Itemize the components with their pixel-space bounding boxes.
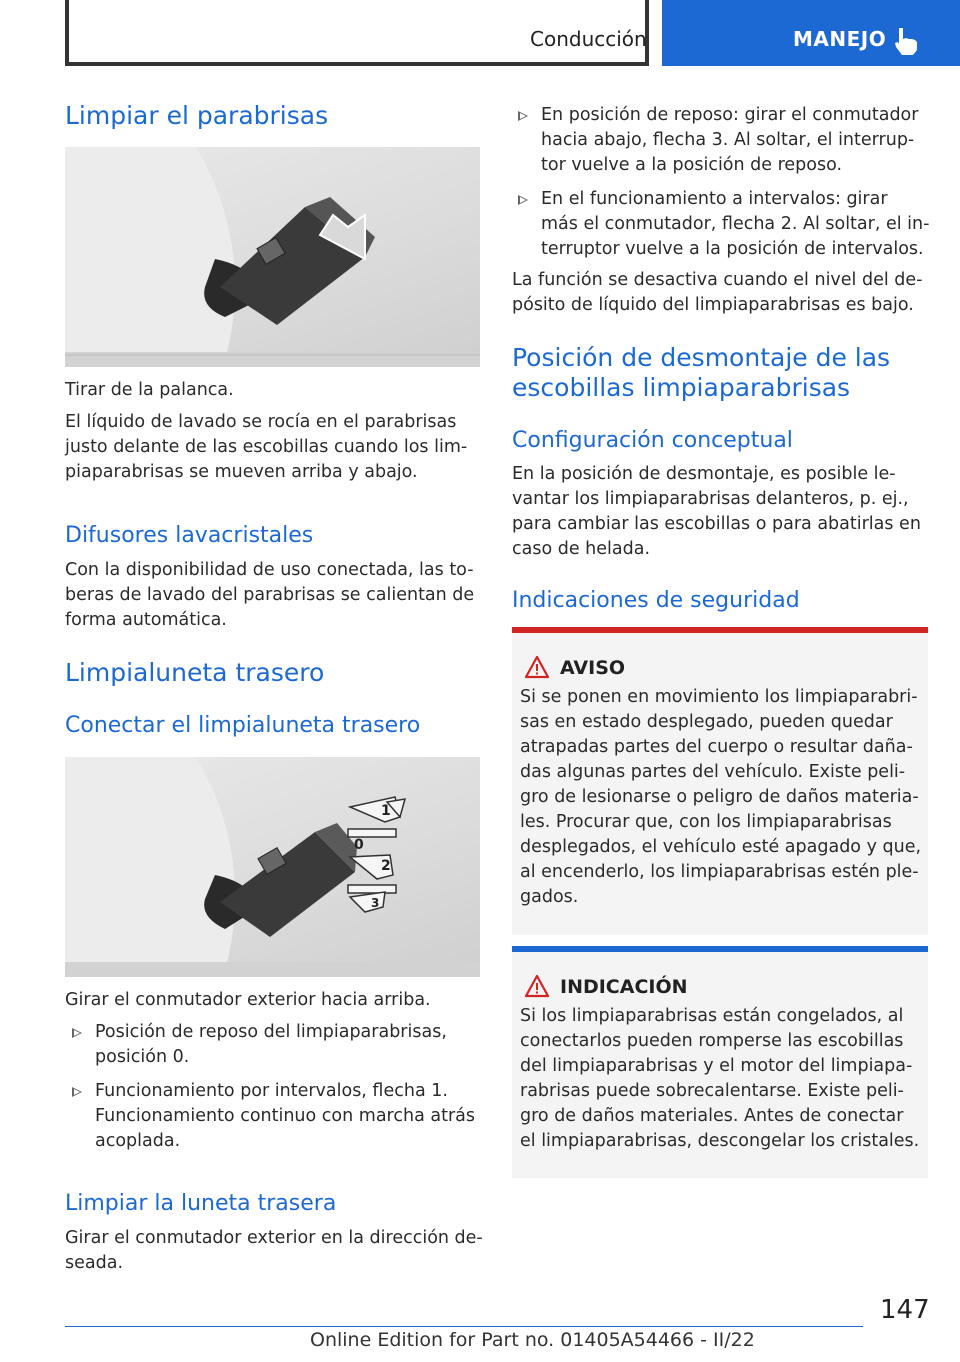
fig-label-1: 1 [381, 803, 391, 819]
line: caso de helada. [512, 539, 651, 559]
bullet-triangle-icon [72, 1028, 82, 1038]
line: justo delante de las escobillas cuando los lim- [65, 437, 468, 457]
paragraph-funcion-desactiva [512, 268, 922, 318]
heading-configuracion: Configuración conceptual [512, 428, 793, 453]
fig-label-0: 0 [354, 837, 364, 853]
bullet-intervalos-girar [541, 187, 929, 262]
paragraph-configuracion [512, 462, 921, 562]
line: Posición de desmontaje de las [512, 343, 891, 372]
wiper-lever-illustration [65, 147, 480, 367]
indicacion-title: INDICACIÓN [560, 976, 688, 998]
line: Posición de reposo del limpiaparabrisas, [95, 1022, 447, 1042]
line: En posición de reposo: girar el conmutador [541, 105, 919, 125]
line: atrapadas partes del cuerpo o resultar daña- [520, 737, 913, 757]
fig-label-3: 3 [371, 896, 380, 910]
line: vantar los limpiaparabrisas delanteros, p. ej., [512, 489, 909, 509]
line: conectarlos pueden romperse las escobillas [520, 1031, 904, 1051]
aviso-text [520, 685, 921, 910]
page-number: 147 [880, 1295, 930, 1325]
line: para cambiar las escobillas o para abatirlas en [512, 514, 921, 534]
indicacion-bar [512, 946, 928, 952]
line: En el funcionamiento a intervalos: girar [541, 189, 888, 209]
line: gro de lesionarse o peligro de daños materia- [520, 787, 919, 807]
paragraph-difusores [65, 558, 474, 633]
line: En la posición de desmontaje, es posible le- [512, 464, 896, 484]
header-rule-bottom [65, 62, 649, 66]
text-tirar-palanca: Tirar de la palanca. [65, 380, 234, 400]
aviso-box [512, 627, 928, 935]
text-girar-arriba: Girar el conmutador exterior hacia arriba. [65, 990, 431, 1010]
bullet-intervalos [95, 1079, 475, 1154]
line: das algunas partes del vehículo. Existe peli- [520, 762, 906, 782]
line: terruptor vuelve a la posición de intervalos. [541, 239, 924, 259]
bullet-reposo [95, 1020, 447, 1070]
line: tor vuelve a la posición de reposo. [541, 155, 843, 175]
line: acoplada. [95, 1131, 181, 1151]
heading-limpiar-luneta: Limpiar la luneta trasera [65, 1191, 337, 1216]
pointing-hand-icon [893, 26, 921, 56]
line: escobillas limpiaparabrisas [512, 373, 851, 402]
line: beras de lavado del parabrisas se calientan de [65, 585, 475, 605]
line: desplegados, el vehículo esté apagado y que, [520, 837, 922, 857]
line: el limpiaparabrisas, descongelar los cristales. [520, 1131, 920, 1151]
rear-wiper-illustration [65, 757, 480, 977]
line: Con la disponibilidad de uso conectada, las to- [65, 560, 474, 580]
line: seada. [65, 1253, 124, 1273]
heading-conectar-limpialuneta: Conectar el limpialuneta trasero [65, 713, 421, 738]
heading-posicion-desmontaje [512, 343, 890, 403]
line: La función se desactiva cuando el nivel del de- [512, 270, 923, 290]
fig-label-2: 2 [381, 858, 391, 874]
heading-limpiar-parabrisas: Limpiar el parabrisas [65, 101, 329, 130]
header-tab-label[interactable]: MANEJO [793, 27, 887, 51]
line: les. Procurar que, con los limpiaparabrisas [520, 812, 892, 832]
figure-rear-wiper-switch [65, 757, 480, 977]
heading-limpialuneta: Limpialuneta trasero [65, 658, 325, 687]
bullet-triangle-icon [518, 111, 528, 121]
header-section-title: Conducción [530, 27, 647, 51]
line: sas en estado desplegado, pueden quedar [520, 712, 893, 732]
line: Si los limpiaparabrisas están congelados, al [520, 1006, 904, 1026]
bullet-triangle-icon [72, 1087, 82, 1097]
footer-edition: Online Edition for Part no. 01405A54466 - II/22 [310, 1329, 755, 1351]
line: del limpiaparabrisas y el motor del limpiapa- [520, 1056, 913, 1076]
line: posición 0. [95, 1047, 190, 1067]
bullet-reposo-abajo [541, 103, 918, 178]
paragraph-luneta [65, 1226, 483, 1276]
line: Girar el conmutador exterior en la dirección de- [65, 1228, 483, 1248]
line: al encenderlo, los limpiaparabrisas estén ple- [520, 862, 919, 882]
line: rabrisas puede sobrecalentarse. Existe peli- [520, 1081, 904, 1101]
warning-triangle-icon [524, 974, 550, 998]
indicacion-box [512, 946, 928, 1178]
indicacion-text [520, 1004, 919, 1154]
line: El líquido de lavado se rocía en el parabrisas [65, 412, 457, 432]
bullet-triangle-icon [518, 195, 528, 205]
figure-wiper-lever [65, 147, 480, 367]
aviso-title: AVISO [560, 657, 626, 679]
footer-rule [65, 1326, 863, 1327]
aviso-bar [512, 627, 928, 633]
line: Si se ponen en movimiento los limpiaparabri- [520, 687, 918, 707]
line: piaparabrisas se mueven arriba y abajo. [65, 462, 418, 482]
line: Funcionamiento por intervalos, flecha 1. [95, 1081, 448, 1101]
line: hacia abajo, flecha 3. Al soltar, el interrup- [541, 130, 915, 150]
line: Funcionamiento continuo con marcha atrás [95, 1106, 475, 1126]
paragraph-liquido-lavado [65, 410, 467, 485]
header-rule-left [65, 0, 69, 66]
line: más el conmutador, flecha 2. Al soltar, el in- [541, 214, 930, 234]
warning-triangle-icon [524, 655, 550, 679]
line: gro de daños materiales. Antes de conectar [520, 1106, 904, 1126]
line: pósito de líquido del limpiaparabrisas es bajo. [512, 295, 914, 315]
line: forma automática. [65, 610, 227, 630]
line: gados. [520, 887, 579, 907]
heading-indicaciones-seguridad: Indicaciones de seguridad [512, 588, 800, 613]
heading-difusores: Difusores lavacristales [65, 523, 314, 548]
